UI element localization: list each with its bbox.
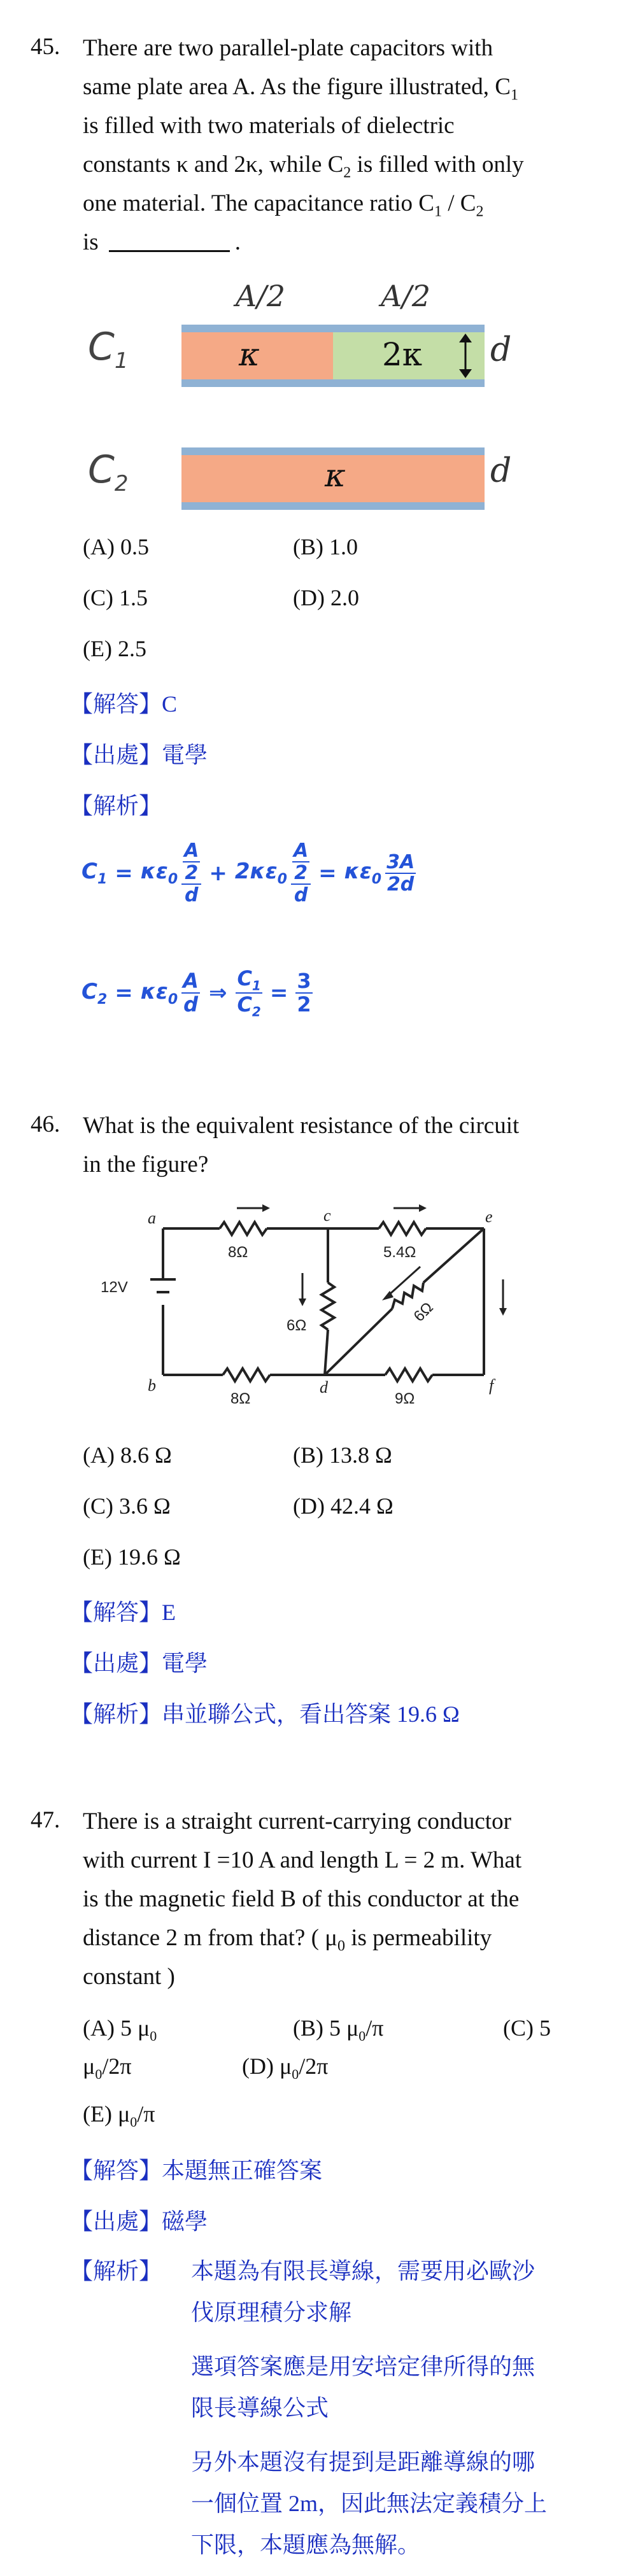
answer-line: 【解答】E — [70, 1600, 176, 1625]
analysis-line: 【解析】串並聯公式，看出答案 19.6 Ω — [70, 1701, 460, 1727]
resistor-cd-label: 6Ω — [287, 1317, 307, 1334]
half-area-label-right: A/2 — [381, 279, 430, 313]
battery-label: 12V — [101, 1279, 128, 1296]
question-text-line: is filled with two materials of dielectric — [83, 113, 455, 139]
option-d[interactable]: (D) 42.4 Ω — [293, 1493, 394, 1519]
analysis-text-line: 限長導線公式 — [191, 2395, 329, 2421]
source-line: 【出處】電學 — [70, 1650, 208, 1676]
option-c-continued[interactable]: $\mu_0/2\pi$ — [83, 2053, 132, 2083]
kappa-label: κ — [325, 457, 346, 494]
question-text-line: with current I =10 A and length L = 2 m. What — [83, 1847, 522, 1873]
option-b[interactable]: (B) 1.0 — [293, 534, 358, 560]
option-a[interactable]: (A) 5 $\mu_0$ — [83, 2015, 157, 2045]
c1-label: $C_1$ — [88, 325, 129, 374]
c2-top-plate — [181, 447, 485, 455]
kappa-label: κ — [239, 336, 260, 373]
resistor-ac-label: 8Ω — [228, 1244, 248, 1261]
question-text-line: What is the equivalent resistance of the circuit — [83, 1113, 520, 1139]
option-c[interactable]: (C) 3.6 Ω — [83, 1493, 171, 1519]
question-text-line: is the magnetic field B of this conductor at the — [83, 1886, 520, 1912]
question-number: 46. — [31, 1111, 60, 1137]
node-c: c — [323, 1206, 331, 1225]
analysis-text-line: 一個位置 2m，因此無法定義積分上 — [191, 2491, 548, 2516]
analysis-text-line: 伐原理積分求解 — [191, 2300, 352, 2325]
option-d[interactable]: (D) 2.0 — [293, 585, 359, 610]
option-e[interactable]: (E) 2.5 — [83, 636, 146, 661]
analysis-text-line: 另外本題沒有提到是距離導線的哪 — [191, 2449, 535, 2475]
analysis-text-line: 本題為有限長導線，需要用必歐沙 — [191, 2258, 535, 2284]
node-f: f — [489, 1376, 494, 1395]
double-arrow-icon — [456, 332, 475, 379]
c2-label: $C_2$ — [88, 447, 129, 496]
option-a[interactable]: (A) 0.5 — [83, 534, 149, 560]
c1-top-plate — [181, 325, 485, 332]
option-c[interactable]: (C) 1.5 — [83, 585, 148, 610]
resistor-bd-label: 8Ω — [230, 1390, 251, 1407]
node-d: d — [320, 1378, 328, 1397]
answer-line: 【解答】C — [70, 691, 178, 717]
option-b[interactable]: (B) 13.8 Ω — [293, 1442, 392, 1468]
c1-separation-label: d — [490, 331, 512, 369]
formula-c1: $C_1$ = $\kappa\varepsilon_0$ $\frac{\frac{A}{2}}{d}$ + $2\kappa\varepsilon_0$ $\frac{\frac{A}{2}}{d}$ = $\kappa\varepsilon_0$ $\frac{3A}{2d}$ — [82, 840, 415, 906]
answer-blank — [109, 230, 230, 252]
question-number: 45. — [31, 34, 60, 60]
analysis-text-line: 下限，本題應為無解。 — [191, 2532, 421, 2558]
question-text-line: one material. The capacitance ratio $C_1 / C_2$ — [83, 190, 484, 220]
question-text-line: constants κ and 2κ, while $C_2$ is filled with only — [83, 151, 524, 181]
option-e[interactable]: (E) 19.6 Ω — [83, 1544, 181, 1570]
option-d[interactable]: (D) $\mu_0/2\pi$ — [242, 2053, 329, 2083]
analysis-label: 【解析】 — [70, 2258, 162, 2284]
c1-bottom-plate — [181, 379, 485, 387]
node-a: a — [148, 1209, 156, 1227]
analysis-label: 【解析】 — [70, 793, 162, 819]
question-text-line: distance 2 m from that? ( $\mu_0$ is permeability — [83, 1925, 492, 1955]
analysis-text-line: 選項答案應是用安培定律所得的無 — [191, 2354, 535, 2379]
option-b[interactable]: (B) 5 $\mu_0/\pi$ — [293, 2015, 384, 2045]
half-area-label-left: A/2 — [236, 279, 285, 313]
question-number: 47. — [31, 1807, 60, 1833]
resistor-de-label: 6Ω — [410, 1299, 437, 1325]
question-text-line: same plate area A. As the figure illustrated, $C_1$ — [83, 74, 518, 104]
c2-separation-label: d — [490, 452, 512, 490]
source-line: 【出處】電學 — [70, 742, 208, 768]
answer-line: 【解答】本題無正確答案 — [70, 2158, 323, 2183]
c2-bottom-plate — [181, 502, 485, 510]
option-c[interactable]: (C) 5 — [503, 2015, 551, 2041]
option-a[interactable]: (A) 8.6 Ω — [83, 1442, 172, 1468]
two-kappa-label: 2κ — [382, 336, 423, 373]
option-e[interactable]: (E) $\mu_0/\pi$ — [83, 2101, 155, 2130]
resistor-ce-label: 5.4Ω — [383, 1244, 416, 1261]
resistor-df-label: 9Ω — [395, 1390, 415, 1407]
source-line: 【出處】磁學 — [70, 2209, 208, 2234]
node-b: b — [148, 1376, 156, 1395]
question-text-line: constant ) — [83, 1964, 175, 1990]
formula-c2: $C_2$ = $\kappa\varepsilon_0$ $\frac{A}{d}$ ⇒ $\frac{C_1}{C_2}$ = $\frac{3}{2}$ — [82, 966, 311, 1020]
question-text-line: in the figure? — [83, 1151, 209, 1178]
question-text-line: There is a straight current-carrying conductor — [83, 1808, 511, 1834]
node-e: e — [485, 1207, 493, 1226]
question-text-line: There are two parallel-plate capacitors with — [83, 35, 493, 61]
question-text-line: is . — [83, 229, 241, 255]
circuit-diagram — [96, 1197, 528, 1413]
